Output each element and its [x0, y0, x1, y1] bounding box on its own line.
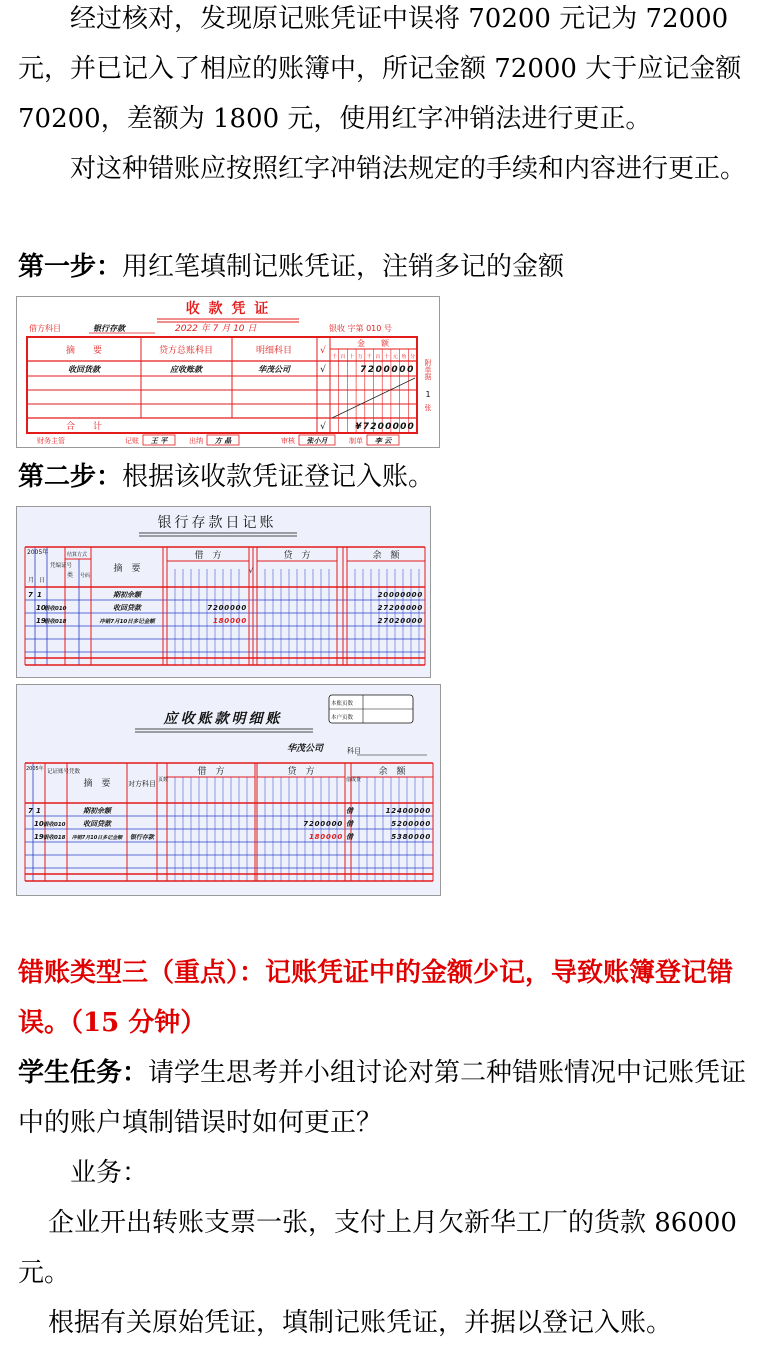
ar-h-voucher: 记证账号凭数: [47, 769, 81, 775]
table-row: [28, 590, 423, 599]
ar-ledger-title: 应收账款明细账: [163, 711, 283, 727]
paragraph-correction-procedure: 对这种错账应按照红字冲销法规定的手续和内容进行更正。: [70, 154, 747, 184]
receipt-voucher-figure: [16, 296, 440, 448]
row-balance: 27200000: [377, 604, 423, 612]
row-month: 7: [28, 591, 33, 599]
bank-journal-h-balance: 余 额: [372, 551, 400, 561]
bank-journal-title: 银行存款日记账: [157, 515, 277, 531]
digit-head: 十: [383, 354, 390, 360]
row-dir: 借: [346, 807, 353, 815]
bank-journal-h-no: 号码: [80, 573, 91, 579]
ar-h-page: 页数: [158, 777, 169, 783]
bank-journal-h-summary: 摘 要: [113, 564, 141, 574]
row-day: 1: [36, 807, 41, 815]
row-day: 19: [36, 617, 46, 625]
table-row: [36, 617, 423, 625]
voucher-footer: [37, 435, 399, 445]
voucher-col-amount: 金 额: [357, 339, 389, 348]
voucher-col-summary: 摘 要: [65, 346, 103, 356]
row-dir: 借: [346, 820, 353, 828]
bank-journal-figure: [16, 506, 431, 678]
ar-h-debit: 借 方: [197, 767, 225, 777]
ar-h-dir: 借或贷: [346, 777, 362, 783]
row-voucher: 银收010: [43, 822, 66, 828]
table-row: [28, 806, 431, 815]
footer-cashier: 方 晶: [214, 437, 232, 445]
row-summary: 收回贷款: [113, 604, 141, 612]
business-text: 企业开出转账支票一张，支付上月欠新华工厂的货款 86000 元。: [18, 1208, 737, 1288]
voucher-row-summary: 收回货款: [68, 365, 100, 374]
digit-head: 千: [366, 354, 372, 360]
ar-box1-label: 本账页数: [331, 701, 354, 707]
digit-head: 万: [357, 354, 363, 360]
row-summary: 期初余额: [113, 591, 141, 599]
voucher-total-amount: ¥7200000: [355, 422, 415, 432]
row-debit-red: 180000: [212, 617, 247, 625]
row-day: 1: [37, 591, 42, 599]
ar-h-credit: 贷 方: [287, 767, 315, 777]
row-summary: 冲销7月10日多记金额: [71, 835, 123, 841]
bank-journal-h-debit: 借 方: [194, 551, 222, 561]
step-one-label: 第一步：: [18, 252, 123, 282]
digit-head: 千: [331, 354, 337, 360]
row-balance: 5380000: [391, 833, 431, 841]
bank-journal-headers: [27, 548, 400, 584]
voucher-number: 银收 字第 010 号: [329, 324, 392, 333]
footer-bookkeeper: 王 平: [150, 437, 168, 445]
row-day: 10: [36, 604, 46, 612]
ar-h-summary: 摘 要: [83, 779, 111, 789]
row-balance: 20000000: [377, 591, 423, 599]
bank-journal-check: √: [248, 567, 254, 575]
bank-journal-rows: [28, 590, 423, 625]
step-two-text: 根据该收款凭证登记入账。: [122, 462, 435, 492]
voucher-total-check: √: [320, 422, 326, 432]
voucher-debit-account: 银行存款: [93, 324, 125, 333]
row-summary: 冲销7月10日多记金额: [99, 619, 155, 625]
voucher-row-general: 应收账款: [170, 365, 202, 374]
row-contra: 银行存款: [129, 834, 155, 841]
digit-head: 十: [349, 354, 355, 360]
closing-paragraph: 根据有关原始凭证，填制记账凭证，并据以登记入账。: [48, 1308, 673, 1338]
digit-head: 百: [375, 354, 381, 360]
voucher-side-count: 1: [425, 390, 431, 399]
bank-journal-h-credit: 贷 方: [283, 551, 311, 561]
ar-ledger-figure: [16, 684, 441, 896]
error-type-three-heading: 错账类型三（重点）：记账凭证中的金额少记，导致账簿登记错误。（15 分钟）: [18, 958, 734, 1038]
bank-journal-h-day: 日: [39, 577, 46, 584]
table-row: [34, 819, 431, 828]
voucher-row-amount: 7200000: [359, 365, 415, 375]
row-credit: 7200000: [303, 820, 343, 828]
voucher-total-label: 合 计: [65, 422, 103, 432]
step-one-text: 用红笔填制记账凭证，注销多记的金额: [122, 252, 565, 282]
voucher-side-unit: 张: [424, 404, 432, 412]
voucher-side-note: 附单据: [424, 359, 432, 380]
voucher-col-general: 贷方总账科目: [158, 346, 214, 356]
bank-journal-h-month: 月: [28, 577, 35, 584]
voucher-check-mark: √: [320, 346, 326, 356]
footer-preparer: 李 云: [374, 437, 392, 445]
row-month: 7: [28, 807, 33, 815]
voucher-title: 收 款 凭 证: [185, 301, 271, 317]
footer-auditor: 张小月: [306, 437, 328, 445]
bank-journal-year: 2005年: [27, 549, 49, 556]
row-day: 19: [34, 833, 44, 841]
footer-bookkeeper-label: 记账: [125, 437, 139, 445]
ar-box2-label: 本户页数: [331, 715, 354, 721]
business-label: 业务：: [70, 1158, 149, 1188]
digit-head: 百: [340, 354, 346, 360]
step-two-label: 第二步：: [18, 462, 123, 492]
ar-year: 2005年: [26, 766, 44, 772]
row-voucher: 银收010: [44, 606, 67, 612]
bank-journal-h-kind: 类: [67, 572, 74, 579]
row-debit: 7200000: [207, 604, 247, 612]
student-task: [18, 1048, 766, 1148]
digit-head: 元: [392, 354, 398, 360]
row-summary: 收回贷款: [83, 820, 111, 828]
row-day: 10: [34, 820, 44, 828]
bank-journal-h-settle: 结算方式: [67, 552, 88, 558]
student-task-label: 学生任务：: [18, 1058, 149, 1088]
digit-head: 角: [401, 354, 407, 360]
digit-head: 分: [410, 354, 416, 360]
row-balance: 27020000: [377, 617, 423, 625]
voucher-date: 2022 年 7 月 10 日: [175, 324, 257, 334]
step-two: [18, 452, 766, 502]
table-row: [34, 832, 431, 841]
table-row: [36, 603, 423, 612]
row-voucher: 银收018: [43, 835, 66, 841]
row-dir: 借: [346, 833, 353, 841]
paragraph-correction-intro: 经过核对，发现原记账凭证中误将 70200 元记为 72000 元，并已记入了相应的账簿中，所记金额 72000 大于应记金额 70200，差额为 1800 元，使用红字冲销法进行更正。: [18, 4, 742, 134]
row-credit-red: 180000: [308, 833, 343, 841]
footer-manager-label: 财务主管: [37, 437, 65, 445]
row-summary: 期初余额: [83, 807, 111, 815]
row-balance: 12400000: [385, 807, 431, 815]
ar-ledger-rows: [28, 806, 431, 841]
footer-cashier-label: 出纳: [189, 437, 203, 445]
ar-subject-value: 华茂公司: [287, 744, 324, 754]
student-task-text: 请学生思考并小组讨论对第二种错账情况中记账凭证中的账户填制错误时如何更正？: [18, 1058, 747, 1138]
ar-h-contra: 对方科目: [128, 780, 156, 788]
voucher-row-detail: 华茂公司: [258, 365, 290, 374]
voucher-row-check: √: [320, 365, 326, 375]
voucher-debit-account-label: 借方科目: [29, 324, 61, 333]
step-one: [18, 242, 766, 292]
voucher-col-detail: 明细科目: [255, 346, 293, 356]
ar-subject-label: 科目: [347, 747, 361, 755]
footer-preparer-label: 制单: [349, 437, 363, 445]
footer-auditor-label: 审核: [281, 437, 295, 445]
bank-journal-h-voucher: 凭编证号: [50, 563, 73, 569]
row-balance: 5200000: [391, 820, 431, 828]
ar-h-balance: 余 额: [378, 767, 406, 777]
row-voucher: 银收018: [44, 619, 67, 625]
